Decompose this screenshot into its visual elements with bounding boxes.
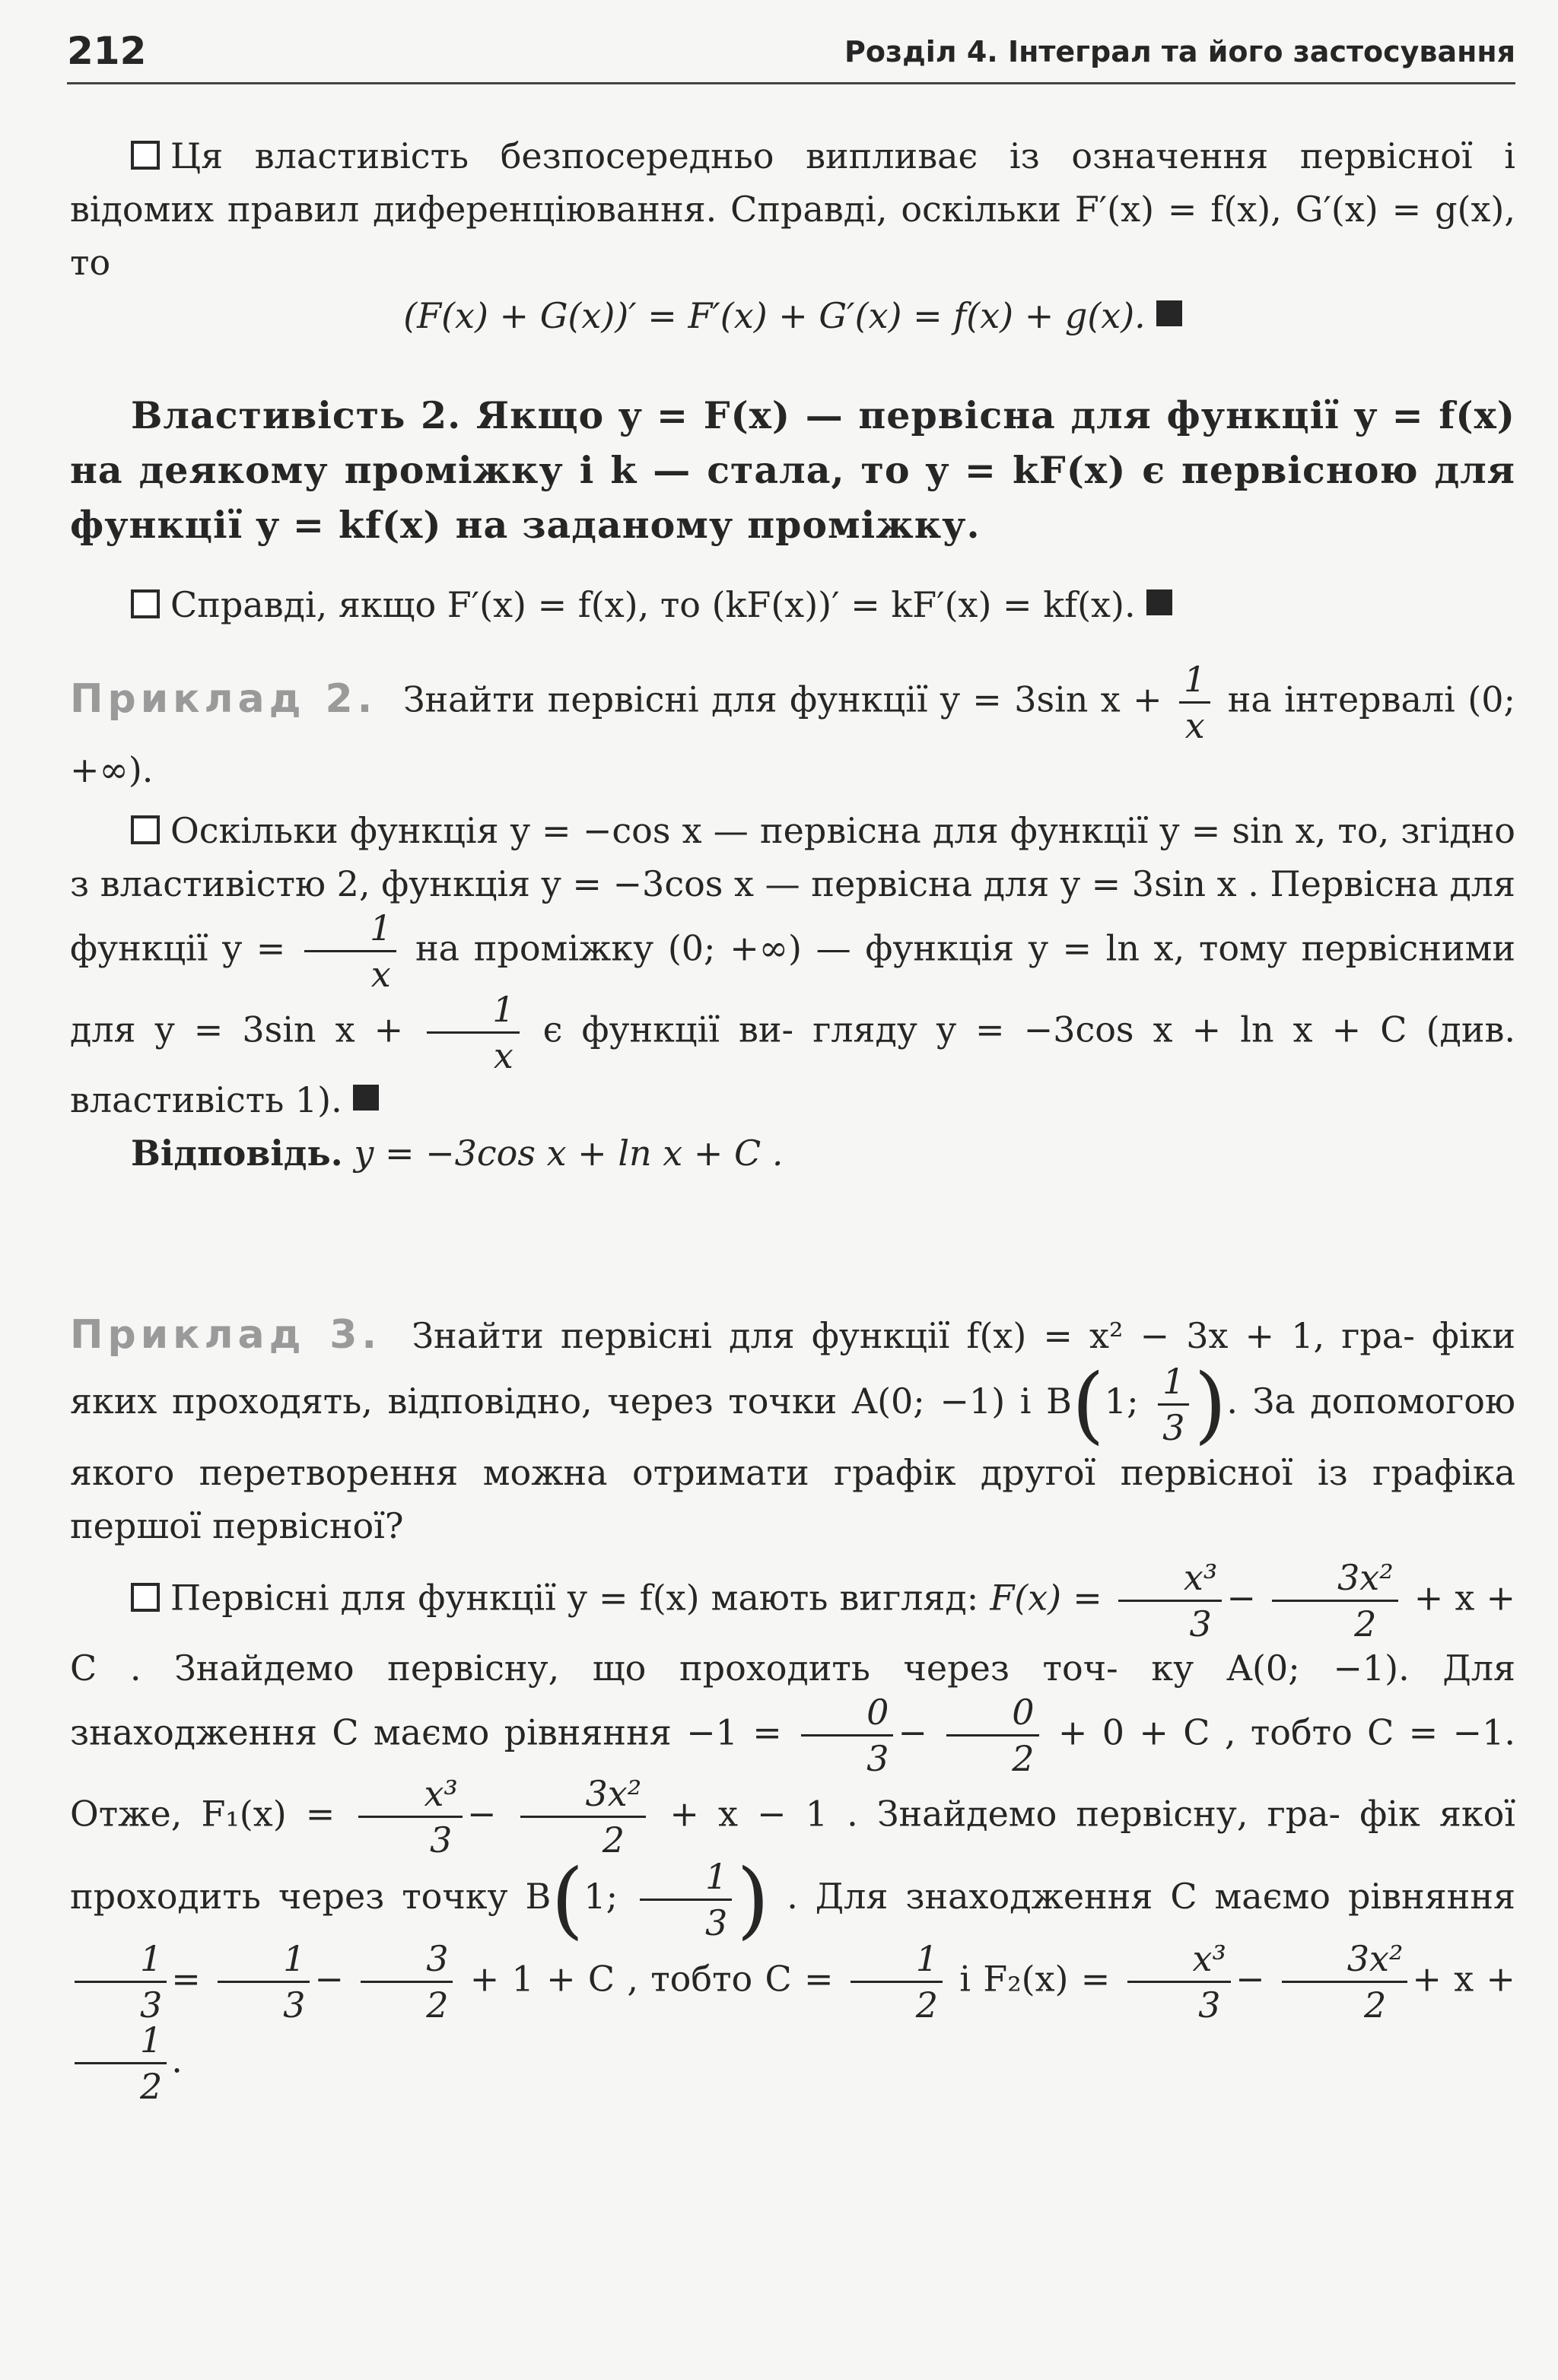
property-2 (70, 388, 1515, 552)
proof-property-1 (70, 129, 1515, 342)
example-3-label: Приклад 3. (70, 1312, 382, 1358)
fraction: $\frac{1}{x}$ (1179, 662, 1210, 743)
page-number: 212 (67, 29, 147, 73)
fraction: $\frac{3}{2}$ (361, 1941, 453, 2023)
proof-1-formula: (F(x) + G(x))′ = F′(x) + G′(x) = f(x) + g(x). (70, 289, 1515, 342)
fraction: $\frac{0}{3}$ (801, 1695, 893, 1776)
fraction: $\frac{1}{3}$ (1158, 1364, 1189, 1445)
example-2-solution: Оскільки функція y = −cos x — первісна для функції y = sin x, то, згідно з властивістю 2, функція y = −3cos x — первісна для y = 3sin x . Первісна для функції y = $\frac{1}{x}$ на проміжку (0; +∞) — функція y = ln x, тому первісними для y = 3sin x + $\frac{1}{x}$ є функції ви- гляду y = −3cos x + ln x + C (див. властивість 1). (70, 810, 1516, 1120)
example-2-task: Приклад 2. Знайти первісні для функції y = 3sin x + $\frac{1}{x}$ на інтервалі (0; +∞). (70, 659, 1515, 790)
fraction: $\frac{0}{2}$ (946, 1695, 1038, 1776)
example-3 (70, 1308, 1516, 2107)
example-2-label: Приклад 2. (70, 675, 377, 722)
fraction: $\frac{1}{x}$ (304, 910, 396, 992)
example-2-answer: Відповідь. y = −3cos x + ln x + C . (131, 1133, 784, 1174)
qed-icon (1156, 300, 1182, 326)
proof-2-text: Справді, якщо F′(x) = f(x), то (kF(x))′ = kF′(x) = kf(x). (70, 578, 1515, 631)
page-header (67, 29, 1515, 84)
proof-start-icon (131, 589, 160, 618)
running-title: Розділ 4. Інтеграл та його застосування (844, 35, 1515, 68)
qed-icon (1146, 589, 1172, 615)
fraction: $\frac{\text{x³}}{3}$ (1127, 1941, 1231, 2023)
fraction: $\frac{1}{3}$ (218, 1941, 310, 2023)
qed-icon (353, 1085, 379, 1111)
property-2-text: Властивість 2. Якщо y = F(x) — первісна для функції y = f(x) на деякому проміжку і k — стала, то y = kF(x) є первісною для функції y = kf(x) на заданому проміжку. (70, 393, 1515, 547)
fraction: $\frac{\text{x³}}{3}$ (1118, 1560, 1222, 1641)
fraction: $\frac{1}{3}$ (640, 1859, 732, 1940)
example-2 (70, 659, 1516, 1180)
fraction: $\frac{\text{3x²}}{2}$ (1272, 1560, 1398, 1641)
proof-property-2 (70, 578, 1515, 631)
proof-start-icon (131, 1583, 160, 1612)
fraction: $\frac{\text{3x²}}{2}$ (1282, 1941, 1408, 2023)
proof-1-text: Ця властивість безпосередньо випливає із означення первісної і відомих правил диференціювання. Справді, оскільки F′(x) = f(x), G′(x) = g(x), то (70, 135, 1515, 283)
fraction: $\frac{1}{2}$ (851, 1941, 943, 2023)
answer-label: Відповідь. (131, 1133, 343, 1174)
fraction: $\frac{1}{2}$ (75, 2023, 167, 2104)
example-3-solution: Первісні для функції y = f(x) мають вигляд: F(x) = $\frac{\text{x³}}{3}$ − $\frac{\text{3x²}}{2}$ + x + C . Знайдемо первісну, що проходить через точ- ку A(0; −1). Для знаходження C маємо рівняння −1 = $\frac{0}{3}$ − $\frac{0}{2}$ + 0 + C , тобто C = −1. Отже, F₁(x) = $\frac{\text{x³}}{3}$ − $\frac{\text{3x²}}{2}$ + x − 1 . Знайдемо первісну, гра- фік якої проходить через точку B(1; $\frac{1}{3}$ ) . Для знаходження C маємо рівняння $\frac{1}{3}$ = $\frac{1}{3}$ − $\frac{3}{2}$ + 1 + C , тобто C = $\frac{1}{2}$ і F₂(x) = $\frac{\text{x³}}{3}$ − $\frac{\text{3x²}}{2}$ + x + $\frac{1}{2}$ . (70, 1557, 1516, 2107)
fraction: $\frac{1}{x}$ (427, 992, 519, 1073)
fraction: $\frac{1}{3}$ (75, 1941, 167, 2023)
proof-start-icon (131, 141, 160, 170)
example-3-task: Приклад 3. Знайти первісні для функції f(x) = x² − 3x + 1, гра- фіки яких проходять, відповідно, через точки A(0; −1) і B(1; $\frac{1}{3}$ ). За допомогою якого перетворення можна отримати графік другої первісної із графіка першої первісної? (70, 1312, 1515, 1546)
fraction: $\frac{\text{x³}}{3}$ (358, 1776, 462, 1857)
proof-start-icon (131, 815, 160, 844)
fraction: $\frac{\text{3x²}}{2}$ (520, 1776, 647, 1857)
